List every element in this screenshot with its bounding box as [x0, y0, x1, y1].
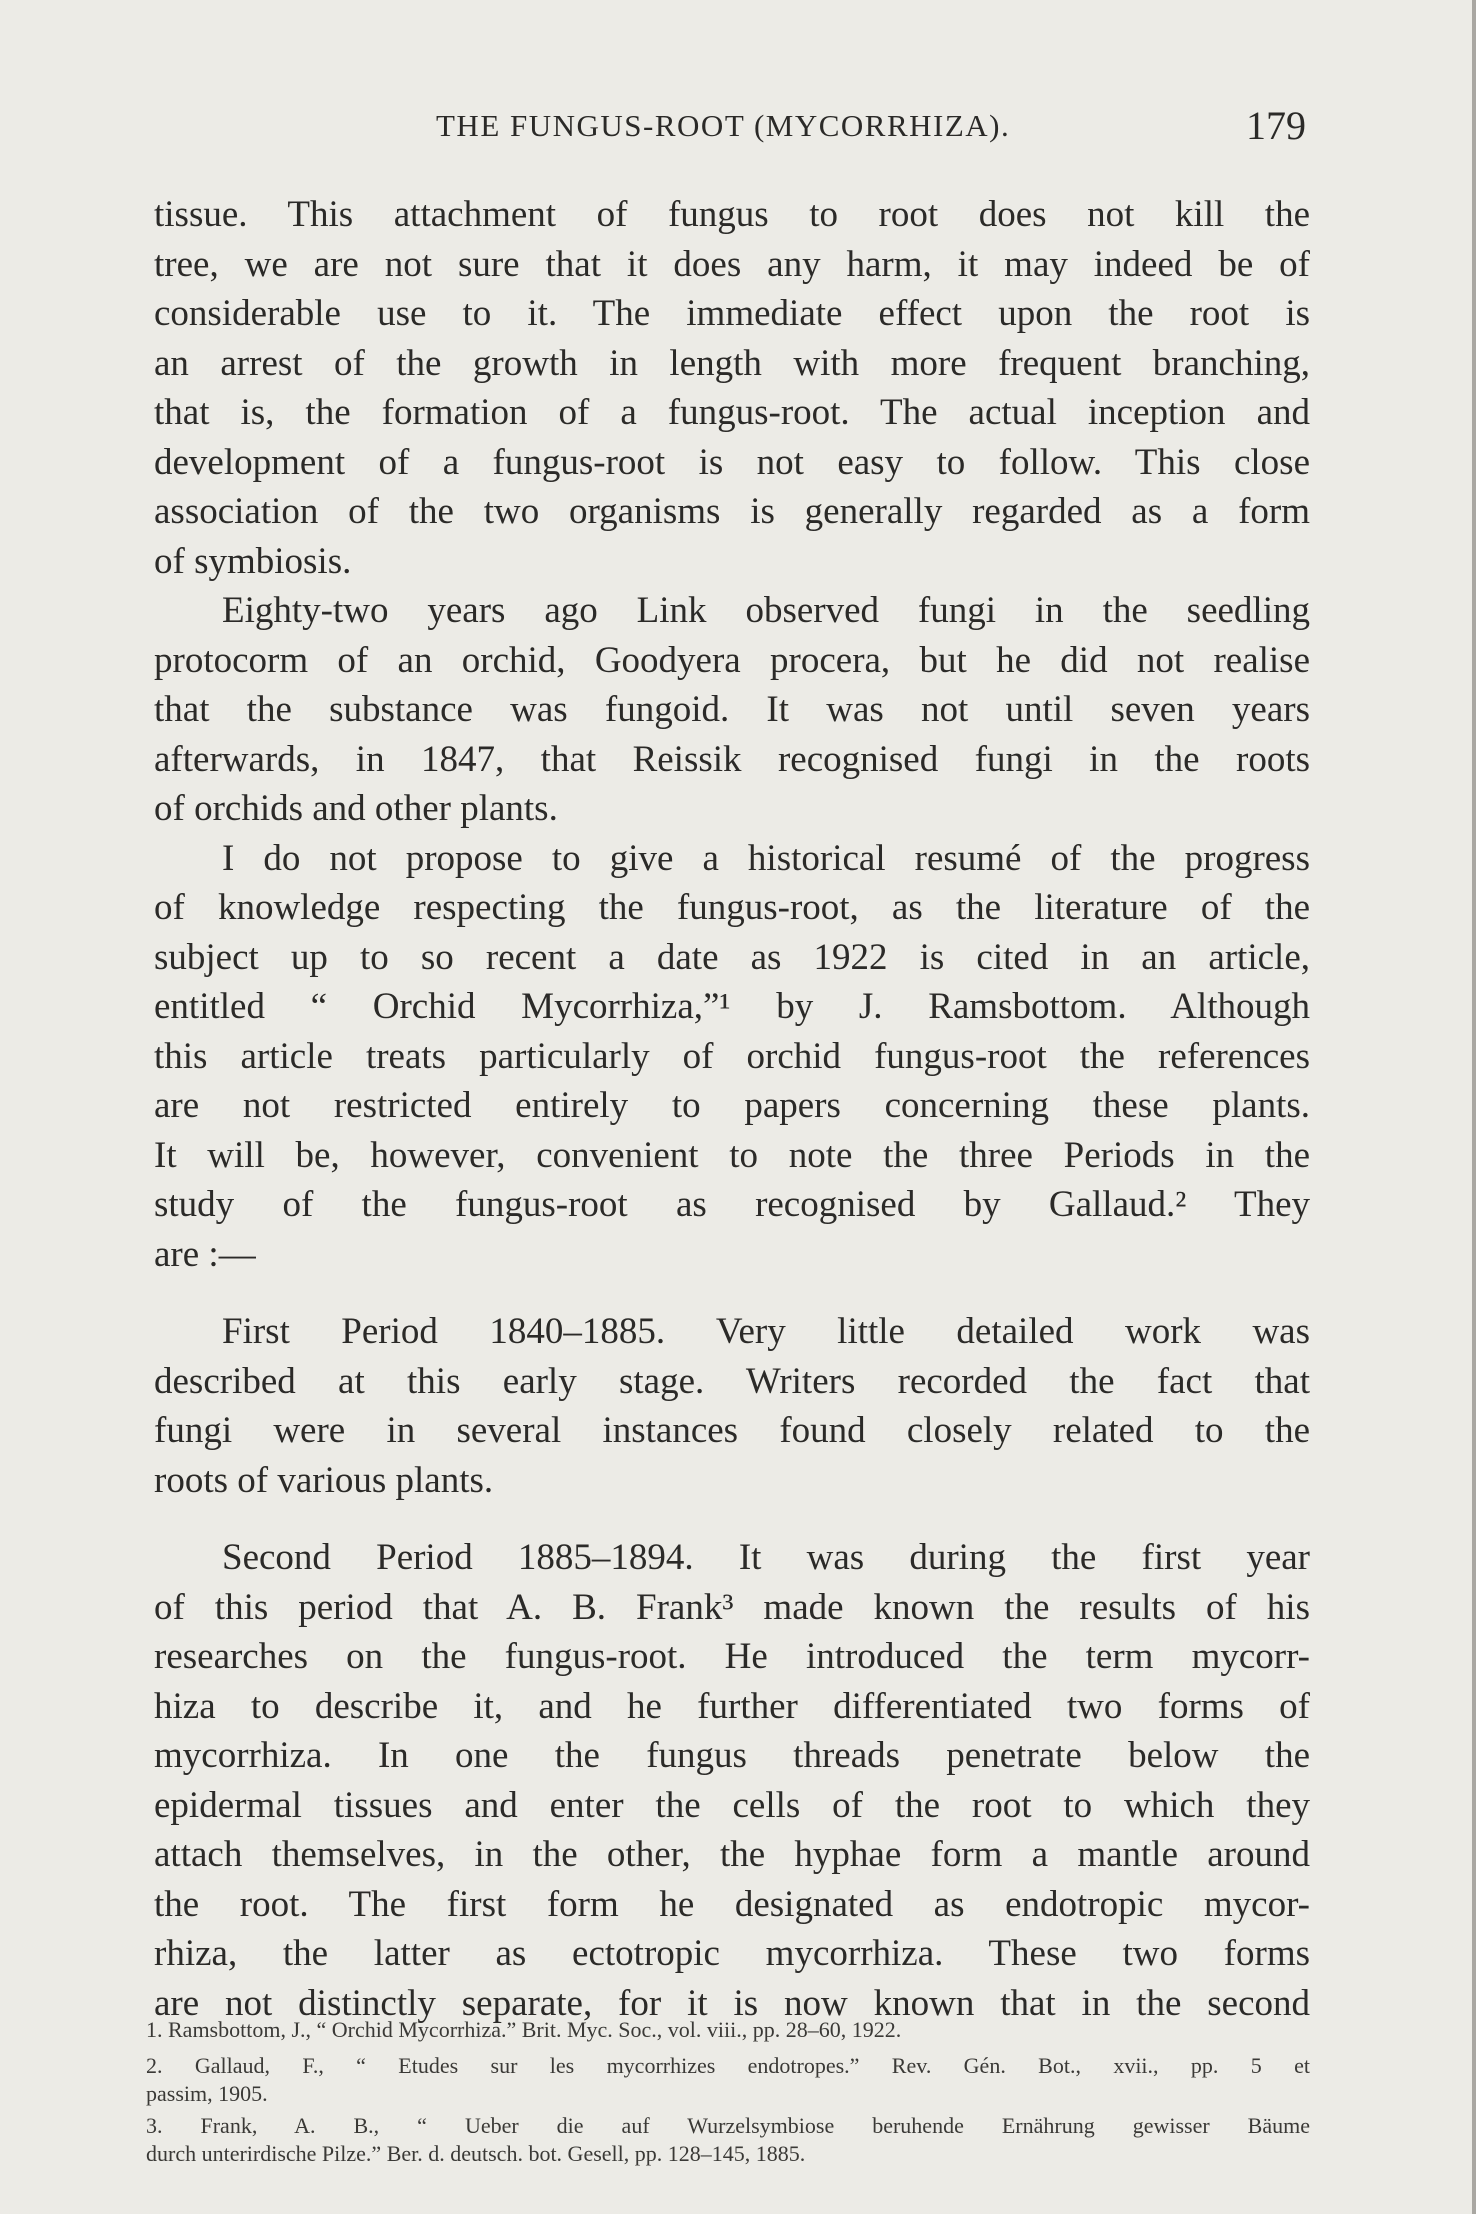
text-line: that the substance was fungoid. It was not until seven years — [154, 689, 1310, 730]
text-line: It will be, however, convenient to note the three Periods in the — [154, 1134, 1310, 1176]
paragraph — [154, 190, 1310, 586]
paragraph — [154, 834, 1310, 1280]
footnote-line: 3. Frank, A. B., “ Ueber die auf Wurzelsymbiose beruhende Ernährung gewisser Bäume — [146, 2113, 1310, 2138]
text-line: tree, we are not sure that it does any harm, it may indeed be of — [154, 243, 1310, 285]
footnote-1 — [146, 2016, 1310, 2044]
running-title: THE FUNGUS-ROOT (MYCORRHIZA). — [436, 108, 1011, 143]
text-line: the root. The first form he designated as endotropic mycor- — [154, 1883, 1310, 1925]
text-line: described at this early stage. Writers recorded the fact that — [154, 1360, 1310, 1402]
text-line: rhiza, the latter as ectotropic mycorrhiza. These two forms — [154, 1933, 1310, 1974]
footnote-line: 1. Ramsbottom, J., “ Orchid Mycorrhiza.” Brit. Myc. Soc., vol. viii., pp. 28–60, 1922. — [146, 2017, 902, 2042]
footnote-line: 2. Gallaud, F., “ Etudes sur les mycorrhizes endotropes.” Rev. Gén. Bot., xvii., pp. 5 et — [146, 2053, 1310, 2078]
footnote-line: passim, 1905. — [146, 2081, 268, 2106]
text-line: I do not propose to give a historical resumé of the progress — [222, 837, 1310, 879]
text-line: First Period 1840–1885. Very little detailed work was — [222, 1311, 1310, 1352]
text-line: association of the two organisms is generally regarded as a form — [154, 491, 1310, 532]
footnote-2 — [146, 2052, 1310, 2108]
text-line: of orchids and other plants. — [154, 788, 558, 829]
footnote-line: durch unterirdische Pilze.” Ber. d. deutsch. bot. Gesell, pp. 128–145, 1885. — [146, 2141, 806, 2166]
page-edge — [1472, 0, 1476, 2214]
text-line: are not restricted entirely to papers concerning these plants. — [154, 1085, 1310, 1126]
text-line: of this period that A. B. Frank³ made known the results of his — [154, 1586, 1310, 1628]
text-line: Eighty-two years ago Link observed fungi in the seedling — [222, 590, 1310, 631]
text-line: an arrest of the growth in length with more frequent branching, — [154, 342, 1310, 384]
text-line: roots of various plants. — [154, 1459, 494, 1501]
text-line: entitled “ Orchid Mycorrhiza,”¹ by J. Ramsbottom. Although — [154, 986, 1310, 1027]
text-line: subject up to so recent a date as 1922 is cited in an article, — [154, 936, 1310, 978]
text-line: Second Period 1885–1894. It was during the first year — [222, 1537, 1310, 1578]
text-line: attach themselves, in the other, the hyphae form a mantle around — [154, 1834, 1310, 1875]
text-line: of knowledge respecting the fungus-root, as the literature of the — [154, 887, 1310, 928]
text-line: of symbiosis. — [154, 540, 352, 582]
paragraph — [154, 1307, 1310, 1505]
text-line: researches on the fungus-root. He introduced the term mycorr- — [154, 1636, 1310, 1677]
text-line: epidermal tissues and enter the cells of the root to which they — [154, 1784, 1310, 1826]
body-text — [154, 190, 1310, 2028]
text-line: development of a fungus-root is not easy to follow. This close — [154, 441, 1310, 483]
text-line: afterwards, in 1847, that Reissik recognised fungi in the roots — [154, 738, 1310, 780]
text-line: fungi were in several instances found closely related to the — [154, 1410, 1310, 1451]
text-line: study of the fungus-root as recognised by Gallaud.² They — [154, 1184, 1310, 1225]
text-line: tissue. This attachment of fungus to root does not kill the — [154, 194, 1310, 235]
footnote-3 — [146, 2112, 1310, 2168]
text-line: hiza to describe it, and he further differentiated two forms of — [154, 1685, 1310, 1727]
text-line: that is, the formation of a fungus-root. The actual inception and — [154, 392, 1310, 433]
paragraph — [154, 586, 1310, 834]
paragraph — [154, 1533, 1310, 2028]
page-number: 179 — [1246, 103, 1306, 148]
text-line: mycorrhiza. In one the fungus threads penetrate below the — [154, 1735, 1310, 1776]
text-line: are :— — [154, 1233, 256, 1275]
text-line: protocorm of an orchid, Goodyera procera, but he did not realise — [154, 639, 1310, 681]
text-line: are not distinctly separate, for it is now known that in the second — [154, 1982, 1310, 2024]
text-line: considerable use to it. The immediate effect upon the root is — [154, 293, 1310, 334]
text-line: this article treats particularly of orchid fungus-root the references — [154, 1035, 1310, 1077]
running-header — [436, 108, 1010, 144]
